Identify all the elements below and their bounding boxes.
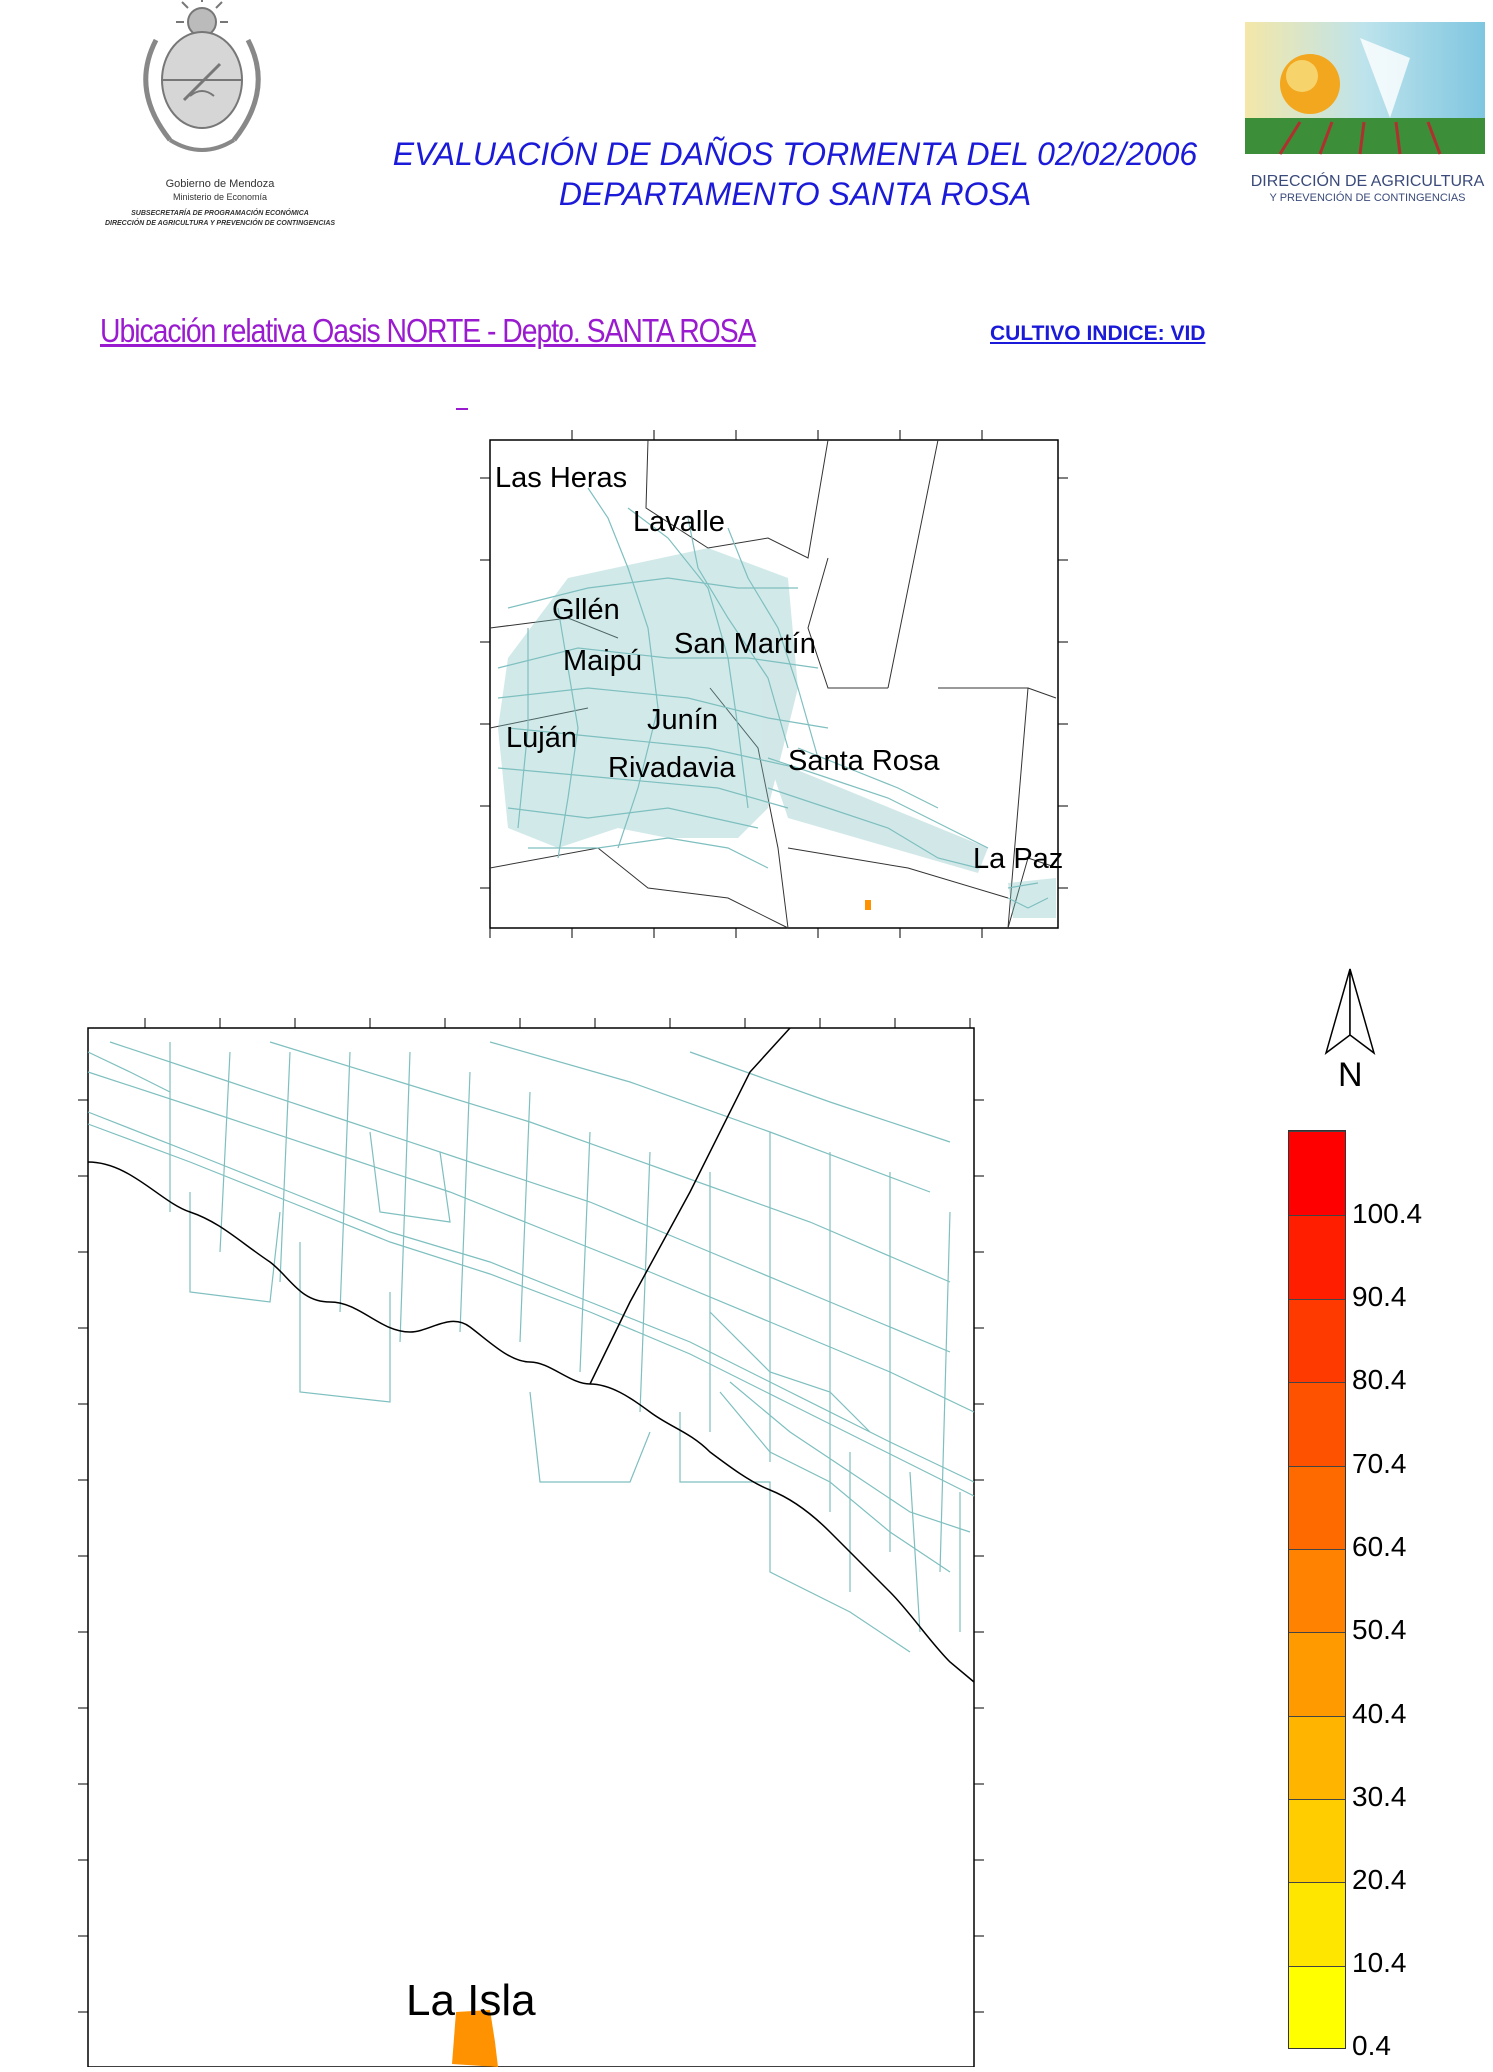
label-san-martin: San Martín — [674, 628, 816, 660]
legend-band — [1289, 1799, 1345, 1882]
legend-band — [1289, 1966, 1345, 2048]
agriculture-line1: DIRECCIÓN DE AGRICULTURA — [1250, 173, 1485, 190]
legend-label: 70.4 — [1352, 1448, 1407, 1479]
crop-index-label: CULTIVO INDICE: VID — [990, 322, 1206, 345]
label-rivadavia: Rivadavia — [608, 752, 736, 784]
legend-label: 30.4 — [1352, 1781, 1407, 1812]
legend-label: 20.4 — [1352, 1864, 1407, 1895]
label-lavalle: Lavalle — [633, 506, 725, 538]
legend-label: 0.4 — [1352, 2030, 1391, 2061]
legend-band — [1289, 1549, 1345, 1632]
label-las-heras: Las Heras — [495, 462, 628, 494]
legend-band — [1289, 1131, 1345, 1215]
direccion-agricultura-logo — [1240, 18, 1490, 218]
label-santa-rosa: Santa Rosa — [788, 745, 940, 777]
legend-band — [1289, 1466, 1345, 1549]
subsecretaria-text: SUBSECRETARÍA DE PROGRAMACIÓN ECONÓMICA — [131, 210, 309, 217]
legend-band — [1289, 1716, 1345, 1799]
main-map-canvas — [70, 1012, 990, 2067]
dash-mark — [456, 408, 468, 410]
legend-band — [1289, 1382, 1345, 1466]
label-la-isla: La Isla — [406, 1976, 536, 2025]
legend-label: 90.4 — [1352, 1281, 1407, 1312]
legend-label: 50.4 — [1352, 1614, 1407, 1645]
overview-damage-marker — [865, 900, 871, 910]
label-lujan: Luján — [506, 722, 577, 754]
legend-band — [1289, 1632, 1345, 1716]
legend-label: 80.4 — [1352, 1364, 1407, 1395]
label-junin: Junín — [647, 704, 718, 736]
damage-color-legend — [1288, 1130, 1346, 2049]
map-location-heading: Ubicación relativa Oasis NORTE - Depto. SANTA ROSA — [100, 312, 756, 349]
label-maipu: Maipú — [563, 645, 642, 677]
legend-label: 100.4 — [1352, 1198, 1423, 1229]
agriculture-logo-icon — [1240, 18, 1490, 168]
label-gllen: Gllén — [552, 594, 620, 626]
legend-label: 40.4 — [1352, 1698, 1407, 1729]
north-label: N — [1338, 1056, 1363, 1094]
page-title: EVALUACIÓN DE DAÑOS TORMENTA DEL 02/02/2006 — [392, 136, 1198, 172]
legend-band — [1289, 1215, 1345, 1299]
legend-band — [1289, 1299, 1345, 1382]
page-subtitle: DEPARTAMENTO SANTA ROSA — [558, 176, 1032, 212]
label-la-paz: La Paz — [973, 843, 1064, 875]
agriculture-line2: Y PREVENCIÓN DE CONTINGENCIAS — [1269, 192, 1466, 204]
legend-label: 10.4 — [1352, 1947, 1407, 1978]
legend-band — [1289, 1882, 1345, 1966]
gov-name-text: Gobierno de Mendoza — [165, 178, 275, 190]
direccion-text: DIRECCIÓN DE AGRICULTURA Y PREVENCIÓN DE CONTINGENCIAS — [104, 220, 336, 227]
ministry-text: Ministerio de Economía — [172, 192, 268, 202]
legend-label: 60.4 — [1352, 1531, 1407, 1562]
main-damage-map — [70, 1012, 990, 2067]
